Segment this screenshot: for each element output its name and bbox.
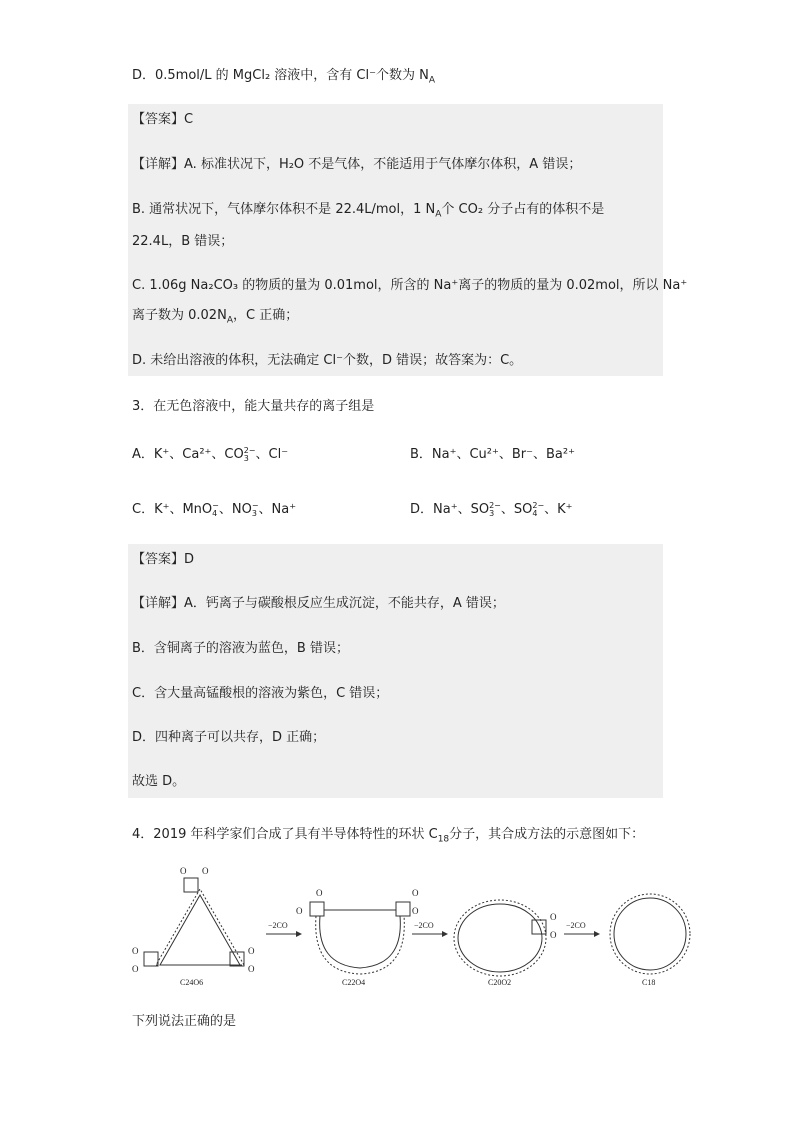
detail-b-q3: B．含铜离子的溶液为蓝色，B 错误； <box>132 641 349 656</box>
molecule-c24o6 <box>144 878 244 966</box>
detail-c-q3: C．含大量高锰酸根的溶液为紫色，C 错误； <box>132 686 389 701</box>
q2-option-d: D．0.5mol/L 的 MgCl₂ 溶液中，含有 Cl⁻个数为 $N_A$ <box>132 68 436 86</box>
label-c24o6: C24O6 <box>180 978 204 987</box>
detail-b-q2: B. 通常状况下，气体摩尔体积不是 22.4L/mol，1 $N_A$个 CO₂ 分子占有的体积不是 <box>132 202 605 220</box>
q3-stem: 3．在无色溶液中，能大量共存的离子组是 <box>132 399 375 414</box>
detail-a-q3: 【详解】A．钙离子与碳酸根反应生成沉淀，不能共存，A 错误； <box>132 596 505 611</box>
svg-text:O: O <box>248 946 255 956</box>
q3-option-c: C．K⁺、MnO − 4 、NO − 3 、Na⁺ <box>132 500 297 518</box>
svg-text:O: O <box>132 946 139 956</box>
svg-text:O: O <box>316 888 323 898</box>
label-c22o4: C22O4 <box>342 978 366 987</box>
reaction-scheme-figure <box>120 860 700 990</box>
svg-text:O: O <box>248 964 255 974</box>
arrow-label-3: −2CO <box>566 921 586 930</box>
answer-line-q2: 【答案】C <box>132 112 194 127</box>
svg-text:O: O <box>132 964 139 974</box>
detail-a-q2: 【详解】A. 标准状况下，H₂O 不是气体，不能适用于气体摩尔体积，A 错误； <box>132 157 582 172</box>
conclusion-q3: 故选 D。 <box>132 774 186 789</box>
arrow-label-2: −2CO <box>414 921 434 930</box>
q4-question: 下列说法正确的是 <box>132 1014 237 1029</box>
svg-text:O: O <box>550 930 557 940</box>
detail-d-q2: D. 未给出溶液的体积，无法确定 Cl⁻个数，D 错误；故答案为：C。 <box>132 353 523 368</box>
label-c18: C18 <box>642 978 656 987</box>
label-c20o2: C20O2 <box>488 978 512 987</box>
arrow-label-1: −2CO <box>268 921 288 930</box>
svg-text:O: O <box>296 906 303 916</box>
detail-d-q3: D．四种离子可以共存，D 正确； <box>132 730 326 745</box>
answer-block-q3 <box>128 544 663 798</box>
detail-c-q2: C. 1.06g Na₂CO₃ 的物质的量为 0.01mol，所含的 Na⁺离子的物质的量为 0.02mol，所以 Na⁺ <box>132 278 688 293</box>
svg-text:O: O <box>202 866 209 876</box>
answer-line-q3: 【答案】D <box>132 552 195 567</box>
svg-text:O: O <box>550 912 557 922</box>
q3-option-d: D．Na⁺、SO 2− 3 、SO 2− 4 、K⁺ <box>410 500 573 518</box>
svg-text:O: O <box>180 866 187 876</box>
molecule-c20o2 <box>454 900 546 976</box>
detail-c-q2-cont: 离子数为 $0.02N_A$，C 正确； <box>132 308 299 326</box>
molecule-c18 <box>610 894 690 974</box>
detail-b-q2-cont: 22.4L，B 错误； <box>132 234 234 249</box>
svg-text:O: O <box>412 888 419 898</box>
svg-text:O: O <box>412 906 419 916</box>
q3-option-b: B．Na⁺、Cu²⁺、Br⁻、Ba²⁺ <box>410 447 575 462</box>
q4-stem: 4．2019 年科学家们合成了具有半导体特性的环状 $C_{18}$分子，其合成方法的示意图如下： <box>132 827 645 845</box>
molecule-c22o4 <box>310 902 410 974</box>
q3-option-a: A．K⁺、Ca²⁺、CO 2− 3 、Cl⁻ <box>132 445 289 463</box>
